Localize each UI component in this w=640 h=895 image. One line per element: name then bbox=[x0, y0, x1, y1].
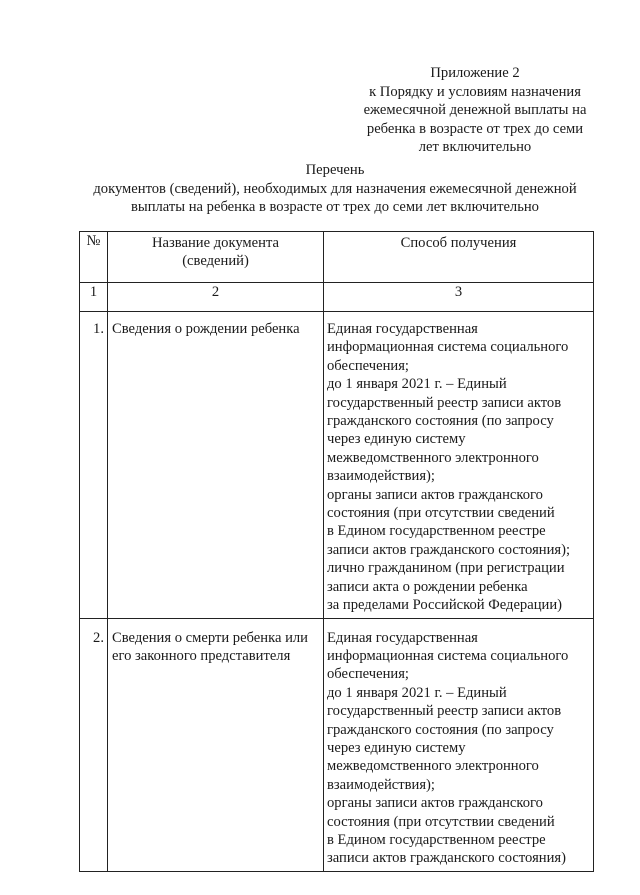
index-cell: 2 bbox=[108, 283, 324, 312]
row-number: 1. bbox=[80, 312, 108, 619]
method-line: Единая государственная bbox=[327, 629, 478, 646]
header-name-line: Название документа bbox=[152, 235, 279, 251]
name-line: его законного представителя bbox=[112, 647, 291, 664]
method-line: Единая государственная bbox=[327, 321, 478, 337]
appendix-line: ежемесячной денежной выплаты на bbox=[363, 102, 587, 119]
index-cell: 3 bbox=[324, 283, 594, 312]
method-line: записи акта о рождении ребенка bbox=[327, 578, 528, 595]
method-line: состояния (при отсутствии сведений bbox=[327, 505, 555, 522]
name-line: Сведения о рождении ребенка bbox=[112, 321, 300, 337]
method-line: гражданского состояния (по запросу bbox=[327, 721, 554, 738]
heading-subtitle-line: документов (сведений), необходимых для назначения ежемесячной денежной bbox=[93, 180, 577, 197]
documents-table bbox=[79, 231, 594, 872]
method-line: государственный реестр записи актов bbox=[327, 703, 562, 720]
method-line: до 1 января 2021 г. – Единый bbox=[327, 684, 507, 701]
table-header-row bbox=[80, 232, 594, 283]
method-line: взаимодействия); bbox=[327, 468, 435, 485]
method-line: через единую систему bbox=[327, 431, 466, 448]
appendix-line: Приложение 2 bbox=[430, 65, 520, 81]
header-document-name bbox=[108, 232, 324, 283]
method-line: органы записи актов гражданского bbox=[327, 795, 543, 812]
appendix-line: к Порядку и условиям назначения bbox=[369, 83, 581, 100]
method-line: состояния (при отсутствии сведений bbox=[327, 813, 555, 830]
method-line: межведомственного электронного bbox=[327, 449, 539, 466]
table-row bbox=[80, 618, 594, 871]
method-line: лично гражданином (при регистрации bbox=[327, 560, 565, 577]
method-line: взаимодействия); bbox=[327, 776, 435, 793]
table-row bbox=[80, 312, 594, 619]
method-line: записи актов гражданского состояния); bbox=[327, 541, 571, 558]
method-line: обеспечения; bbox=[327, 357, 409, 374]
row-number: 2. bbox=[80, 618, 108, 871]
method-line: органы записи актов гражданского bbox=[327, 486, 543, 503]
heading-subtitle-line: выплаты на ребенка в возрасте от трех до семи лет включительно bbox=[131, 199, 539, 216]
name-line: Сведения о смерти ребенка или bbox=[112, 629, 308, 646]
table-index-row bbox=[80, 283, 594, 312]
appendix-line: лет включительно bbox=[418, 139, 532, 156]
document-heading bbox=[60, 161, 610, 217]
method-line: записи актов гражданского состояния) bbox=[327, 850, 566, 867]
header-number: № bbox=[80, 232, 108, 283]
method-line: через единую систему bbox=[327, 739, 466, 756]
method-line: в Едином государственном реестре bbox=[327, 523, 546, 540]
appendix-line: ребенка в возрасте от трех до семи bbox=[366, 120, 584, 137]
row-document-name bbox=[108, 618, 324, 871]
heading-title: Перечень bbox=[305, 162, 365, 178]
method-line: информационная система социального bbox=[327, 339, 569, 356]
row-document-name bbox=[108, 312, 324, 619]
method-line: за пределами Российской Федерации) bbox=[327, 597, 562, 614]
row-method bbox=[324, 618, 594, 871]
method-line: обеспечения; bbox=[327, 666, 409, 683]
method-line: в Едином государственном реестре bbox=[327, 831, 546, 848]
method-line: до 1 января 2021 г. – Единый bbox=[327, 376, 507, 393]
appendix-block bbox=[340, 64, 610, 157]
method-line: информационная система социального bbox=[327, 647, 569, 664]
header-name-line: (сведений) bbox=[182, 253, 249, 270]
method-line: гражданского состояния (по запросу bbox=[327, 413, 554, 430]
method-line: межведомственного электронного bbox=[327, 758, 539, 775]
header-method: Способ получения bbox=[324, 232, 594, 283]
method-line: государственный реестр записи актов bbox=[327, 394, 562, 411]
row-method bbox=[324, 312, 594, 619]
index-cell: 1 bbox=[80, 283, 108, 312]
